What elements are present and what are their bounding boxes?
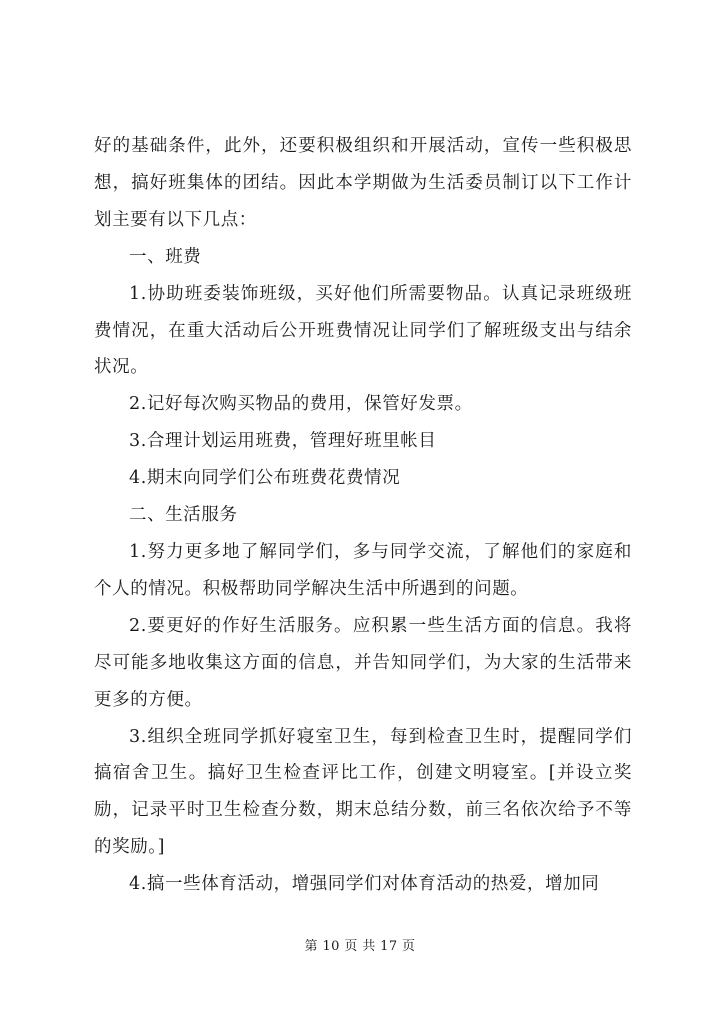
page-number-footer: 第 10 页 共 17 页 [304, 939, 416, 954]
document-body [94, 128, 632, 903]
paragraph-service-item-2: 2.要更好的作好生活服务。应积累一些生活方面的信息。我将尽可能多地收集这方面的信息，并告知同学们，为大家的生活带来更多的方便。 [94, 615, 632, 710]
paragraph-intro-continued: 好的基础条件，此外，还要积极组织和开展活动，宣传一些积极思想，搞好班集体的团结。因此本学期做为生活委员制订以下工作计划主要有以下几点： [94, 136, 632, 230]
paragraph-service-item-1: 1.努力更多地了解同学们，多与同学交流，了解他们的家庭和个人的情况。积极帮助同学解决生活中所遇到的问题。 [94, 541, 632, 599]
paragraph-fee-item-2: 2.记好每次购买物品的费用，保管好发票。 [129, 394, 473, 415]
paragraph-fee-item-4: 4.期末向同学们公布班费花费情况 [129, 468, 401, 489]
paragraph-fee-item-1: 1.协助班委装饰班级，买好他们所需要物品。认真记录班级班费情况，在重大活动后公开班费情况让同学们了解班级支出与结余状况。 [94, 283, 632, 378]
paragraph-fee-item-3: 3.合理计划运用班费，管理好班里帐目 [129, 431, 437, 452]
paragraph-service-item-4: 4.搞一些体育活动，增强同学们对体育活动的热爱，增加同 [129, 874, 600, 895]
section-heading-life-service: 二、生活服务 [129, 505, 238, 526]
section-heading-class-fee: 一、班费 [129, 246, 202, 267]
paragraph-service-item-3: 3.组织全班同学抓好寝室卫生，每到检查卫生时，提醒同学们搞宿舍卫生。搞好卫生检查评比工作，创建文明寝室。[并设立奖励，记录平时卫生检查分数，期末总结分数，前三名依次给予不等的奖励。] [94, 726, 632, 858]
